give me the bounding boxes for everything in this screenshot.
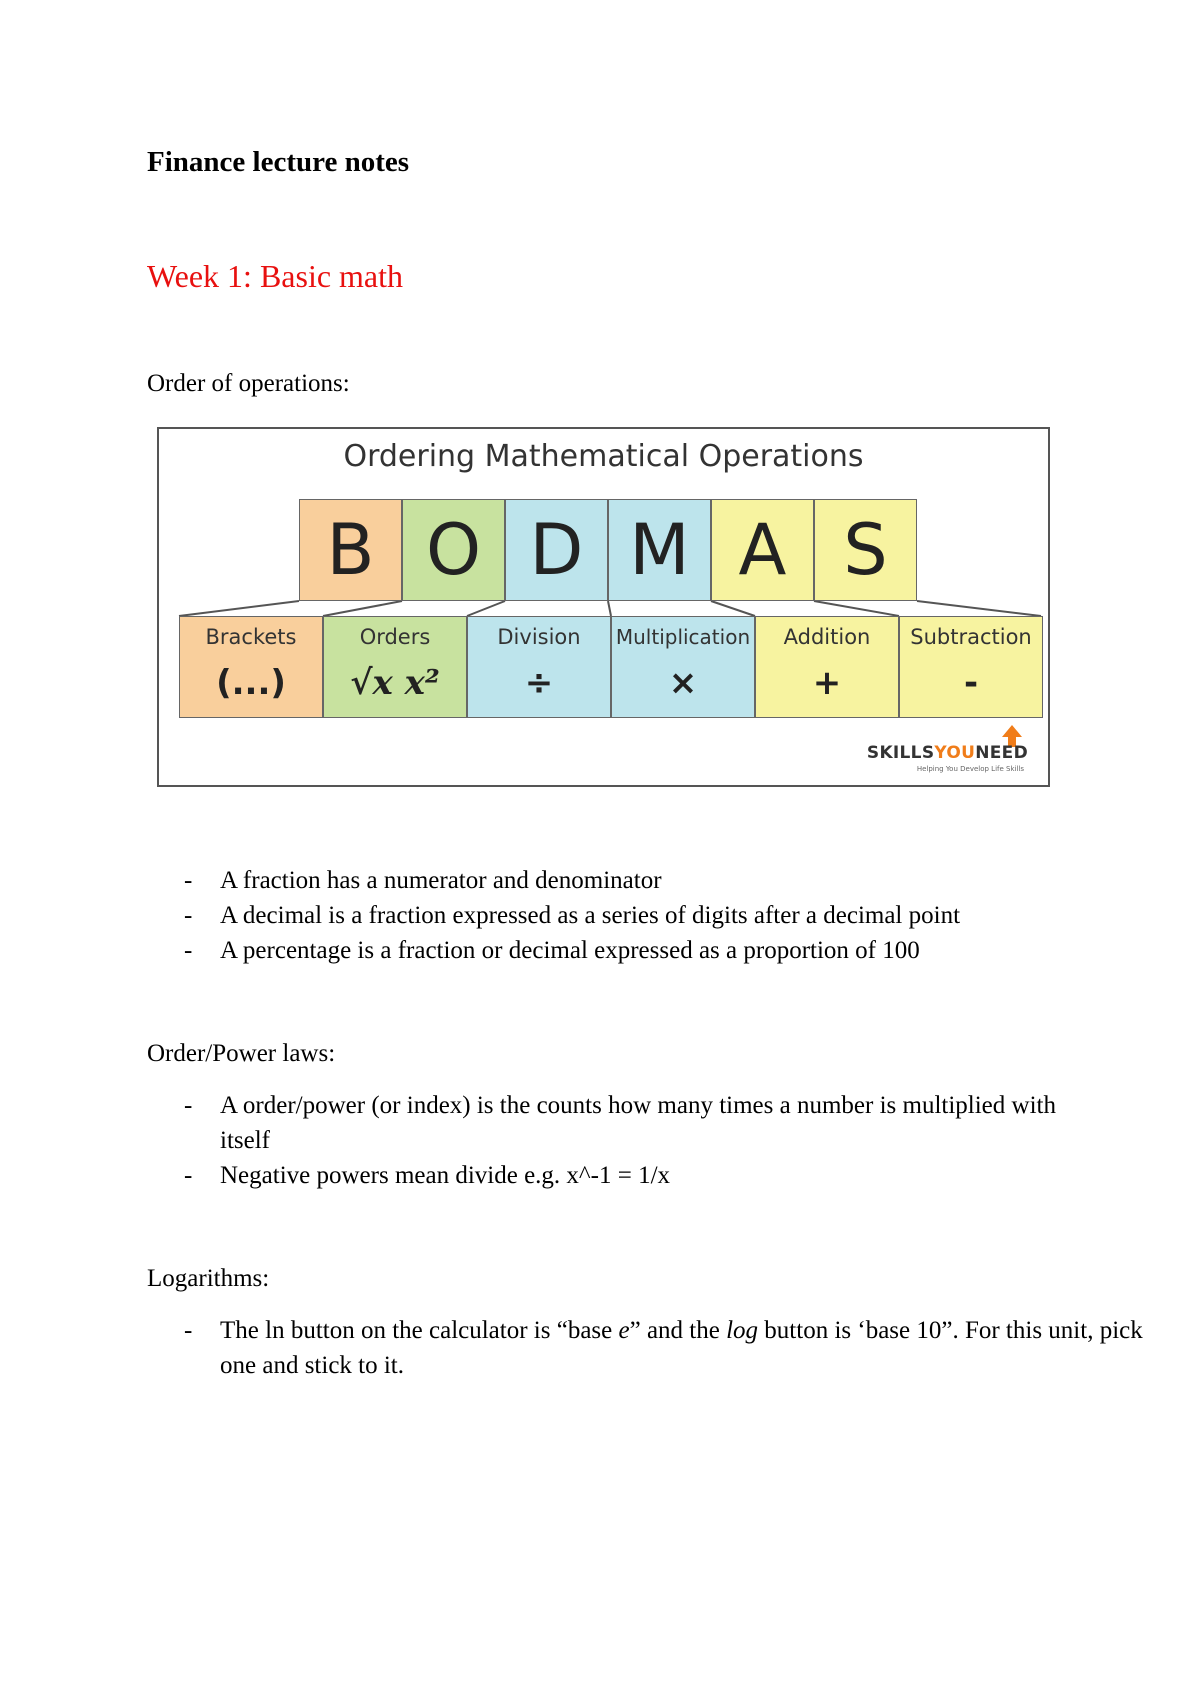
skillsyouneed-logo — [858, 725, 1028, 775]
op-name-subtraction: Subtraction — [910, 625, 1032, 649]
op-symbol-division: ÷ — [524, 663, 554, 703]
order-of-operations-label: Order of operations: — [147, 370, 350, 397]
op-symbol-addition: + — [812, 663, 842, 703]
logarithms-list — [147, 1313, 1147, 1383]
op-name-multiplication: Multiplication — [615, 625, 751, 649]
letter-box-o — [402, 499, 505, 601]
log-text-part3: button is ‘base 10”. For this unit, pick one and stick to it. — [220, 1317, 1143, 1379]
op-symbol-orders: √x x² — [350, 663, 440, 703]
list-item-text: Negative powers mean divide e.g. x^-1 = 1/x — [220, 1162, 671, 1189]
op-box-brackets — [179, 616, 323, 718]
log-text-e: e — [618, 1317, 630, 1344]
logo-skills: SKILLS — [866, 743, 935, 763]
op-box-orders — [323, 616, 467, 718]
power-laws-label: Order/Power laws: — [147, 1040, 336, 1067]
logo-need: NEED — [975, 743, 1028, 763]
list-item — [147, 863, 1137, 898]
list-dash: - — [184, 1162, 193, 1189]
figure-title: Ordering Mathematical Operations — [343, 439, 864, 474]
list-item — [147, 1088, 1067, 1158]
list-dash: - — [184, 902, 193, 929]
list-item-text: A order/power (or index) is the counts how many times a number is multiplied with itself — [220, 1092, 1056, 1154]
list-dash: - — [184, 1317, 193, 1344]
week-heading: Week 1: Basic math — [147, 258, 404, 294]
op-box-division — [467, 616, 611, 718]
letter-box-m — [608, 499, 711, 601]
log-text-part2: ” and the — [629, 1317, 727, 1344]
letter-box-s — [814, 499, 917, 601]
list-item-text: A decimal is a fraction expressed as a series of digits after a decimal point — [220, 902, 961, 929]
letter-b: B — [326, 509, 375, 591]
log-text-log: log — [726, 1317, 759, 1344]
letter-s: S — [843, 509, 888, 591]
list-item — [147, 1313, 1147, 1383]
document-title: Finance lecture notes — [147, 146, 410, 178]
logo-wordmark — [867, 743, 1028, 763]
list-dash: - — [184, 937, 193, 964]
letter-d: D — [529, 509, 584, 591]
list-item — [147, 1158, 1137, 1193]
op-name-orders: Orders — [359, 625, 431, 649]
op-symbol-brackets: (...) — [216, 663, 286, 703]
logo-tagline: Helping You Develop Life Skills — [916, 765, 1024, 773]
list-item — [147, 933, 1137, 968]
letter-a: A — [738, 509, 787, 591]
list-item-text: A percentage is a fraction or decimal expressed as a proportion of 100 — [220, 937, 920, 964]
list-item-text — [220, 1317, 1143, 1379]
logarithms-label: Logarithms: — [147, 1265, 270, 1292]
op-box-addition — [755, 616, 899, 718]
letter-box-b — [299, 499, 402, 601]
list-dash: - — [184, 1092, 193, 1119]
op-symbol-multiplication: × — [668, 663, 698, 703]
letter-box-d — [505, 499, 608, 601]
log-text-part1: The ln button on the calculator is “base — [220, 1317, 619, 1344]
op-symbol-subtraction: - — [963, 663, 979, 703]
op-name-addition: Addition — [783, 625, 871, 649]
bodmas-figure — [157, 427, 1050, 787]
power-laws-list — [147, 1088, 1137, 1193]
letter-o: O — [425, 509, 482, 591]
letter-box-a — [711, 499, 814, 601]
list-item — [147, 898, 1137, 933]
letter-m: M — [629, 509, 690, 591]
op-box-subtraction — [899, 616, 1043, 718]
op-name-division: Division — [497, 625, 581, 649]
list-dash: - — [184, 867, 193, 894]
list-item-text: A fraction has a numerator and denominator — [220, 867, 662, 894]
number-types-list — [147, 863, 1137, 968]
logo-you: YOU — [934, 743, 976, 763]
op-box-multiplication — [611, 616, 755, 718]
op-name-brackets: Brackets — [205, 625, 297, 649]
